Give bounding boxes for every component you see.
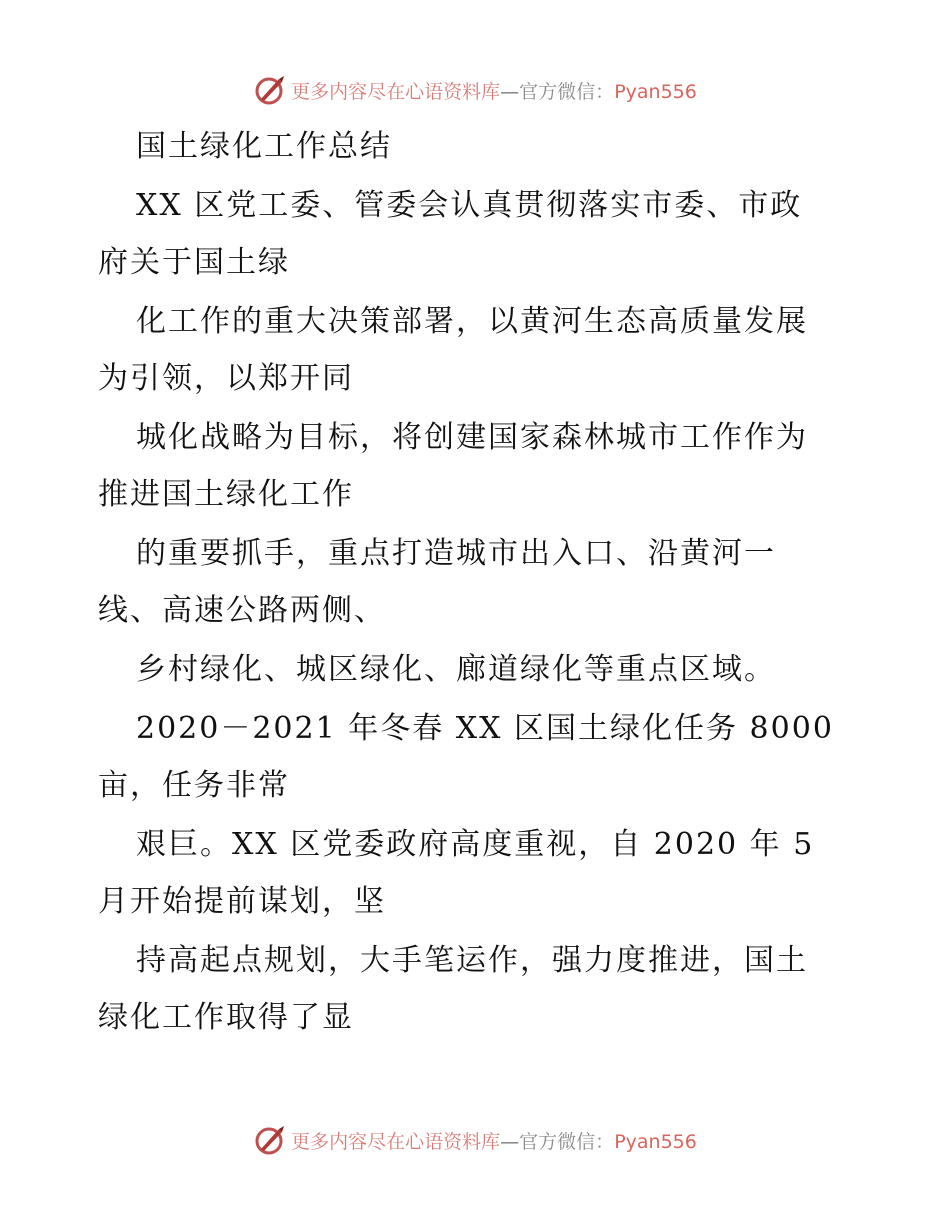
paragraph-line: 乡村绿化、城区绿化、廊道绿化等重点区域。: [136, 652, 776, 687]
watermark-dash: —: [500, 1130, 520, 1153]
watermark-site-name: 更多内容尽在心语资料库: [291, 80, 501, 103]
document-title: 国土绿化工作总结: [136, 129, 392, 164]
watermark-text: [291, 77, 697, 104]
paragraph-line: 的重要抓手，重点打造城市出入口、沿黄河一: [136, 536, 776, 571]
paragraph-line: 亩，任务非常: [98, 768, 290, 803]
footer-watermark: [0, 1120, 950, 1160]
watermark-wechat-id: Pyan556: [614, 1130, 697, 1153]
header-watermark: [0, 70, 950, 110]
watermark-site-name: 更多内容尽在心语资料库: [291, 1130, 501, 1153]
paragraph-line: XX 区党工委、管委会认真贯彻落实市委、市政: [136, 188, 803, 223]
paragraph-line: 持高起点规划，大手笔运作，强力度推进，国土: [136, 943, 808, 978]
paragraph-line: 绿化工作取得了显: [98, 1000, 354, 1035]
watermark-dash: —: [500, 80, 520, 103]
watermark-wechat-label: 官方微信：: [519, 80, 615, 103]
watermark-wechat-id: Pyan556: [614, 80, 697, 103]
paragraph-line: 月开始提前谋划，坚: [98, 884, 386, 919]
watermark-text: [291, 1127, 697, 1154]
paragraph-line: 府关于国土绿: [98, 245, 290, 280]
paragraph-line: 化工作的重大决策部署，以黄河生态高质量发展: [136, 304, 808, 339]
quill-logo-icon: [253, 73, 287, 107]
quill-logo-icon: [253, 1123, 287, 1157]
watermark-wechat-label: 官方微信：: [519, 1130, 615, 1153]
paragraph-line: 2020－2021 年冬春 XX 区国土绿化任务 8000: [136, 711, 834, 746]
paragraph-line: 城化战略为目标，将创建国家森林城市工作作为: [136, 420, 808, 455]
paragraph-line: 推进国土绿化工作: [98, 477, 354, 512]
paragraph-line: 线、高速公路两侧、: [98, 593, 386, 628]
paragraph-line: 艰巨。XX 区党委政府高度重视，自 2020 年 5: [136, 827, 815, 862]
paragraph-line: 为引领，以郑开同: [98, 361, 354, 396]
